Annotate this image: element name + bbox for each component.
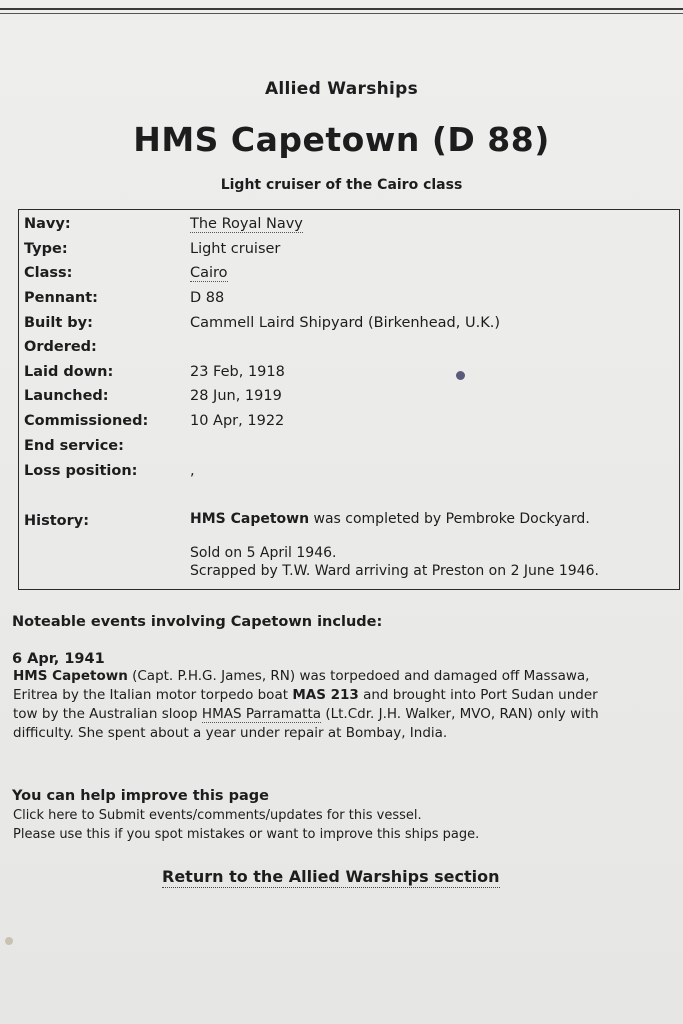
detail-label: Type: <box>24 241 68 257</box>
paper-stain <box>5 937 13 945</box>
detail-row-launched <box>19 388 679 410</box>
ship-details-table <box>18 209 680 590</box>
help-instructions: Please use this if you spot mistakes or want to improve this ships page. <box>13 827 480 842</box>
detail-row-commissioned <box>19 413 679 435</box>
detail-row-type <box>19 241 679 263</box>
page-title: HMS Capetown (D 88) <box>133 120 550 159</box>
event-description <box>13 667 613 743</box>
detail-label: Pennant: <box>24 290 98 306</box>
sloop-link[interactable]: HMAS Parramatta <box>201 706 322 722</box>
detail-label: Navy: <box>24 216 71 232</box>
detail-row-class <box>19 265 679 287</box>
detail-row-navy <box>19 216 679 238</box>
detail-value: Light cruiser <box>190 241 281 257</box>
detail-row-loss-position <box>19 463 679 485</box>
detail-value: D 88 <box>190 290 225 306</box>
page-subtitle: Light cruiser of the Cairo class <box>220 177 463 193</box>
ink-speck <box>456 371 465 380</box>
detail-label: End service: <box>24 438 124 454</box>
history-text: was completed by Pembroke Dockyard. <box>309 511 590 527</box>
detail-row-pennant <box>19 290 679 312</box>
history-line-2: Sold on 5 April 1946. <box>190 545 337 561</box>
detail-label: Class: <box>24 265 73 281</box>
navy-link[interactable]: The Royal Navy <box>190 216 303 232</box>
detail-label: Launched: <box>24 388 109 404</box>
event-date: 6 Apr, 1941 <box>12 651 105 667</box>
events-heading: Noteable events involving Capetown include: <box>12 614 383 630</box>
detail-row-ordered <box>19 339 679 361</box>
top-rule <box>0 8 683 10</box>
history-line-3: Scrapped by T.W. Ward arriving at Preston on 2 June 1946. <box>190 563 599 579</box>
detail-label: Laid down: <box>24 364 114 380</box>
submit-events-link[interactable]: Click here to Submit events/comments/updates for this vessel. <box>13 808 422 823</box>
event-boat-name: MAS 213 <box>292 687 359 703</box>
detail-row-end-service <box>19 438 679 460</box>
detail-label: Loss position: <box>24 463 138 479</box>
history-label: History: <box>24 513 90 529</box>
history-ship-name: HMS Capetown <box>190 511 310 527</box>
detail-value: , <box>190 463 195 479</box>
event-text-1: (Capt. P.H.G. James, RN) was torpedoed and damaged off Massawa, Eritrea by the Italian motor torpedo boat <box>13 668 590 703</box>
return-link[interactable]: Return to the Allied Warships section <box>162 867 500 886</box>
top-rule-thin <box>0 13 683 14</box>
detail-label: Ordered: <box>24 339 97 355</box>
site-name: Allied Warships <box>264 79 419 99</box>
detail-row-built-by <box>19 315 679 337</box>
detail-row-laid-down <box>19 364 679 386</box>
detail-label: Commissioned: <box>24 413 149 429</box>
detail-value: 10 Apr, 1922 <box>190 413 285 429</box>
help-heading: You can help improve this page <box>12 788 269 804</box>
detail-label: Built by: <box>24 315 93 331</box>
event-ship-name: HMS Capetown <box>13 668 128 684</box>
event-text-3: (Lt.Cdr. J.H. Walker, MVO, RAN) only with difficulty. She spent about a year under repair at Bombay, India. <box>13 706 599 741</box>
detail-value: 23 Feb, 1918 <box>190 364 285 380</box>
class-link[interactable]: Cairo <box>190 265 228 281</box>
detail-value: Cammell Laird Shipyard (Birkenhead, U.K.) <box>190 315 500 331</box>
history-line-1 <box>190 511 590 527</box>
event-text-2: and brought into Port Sudan under tow by the Australian sloop <box>13 687 598 722</box>
detail-value: 28 Jun, 1919 <box>190 388 282 404</box>
